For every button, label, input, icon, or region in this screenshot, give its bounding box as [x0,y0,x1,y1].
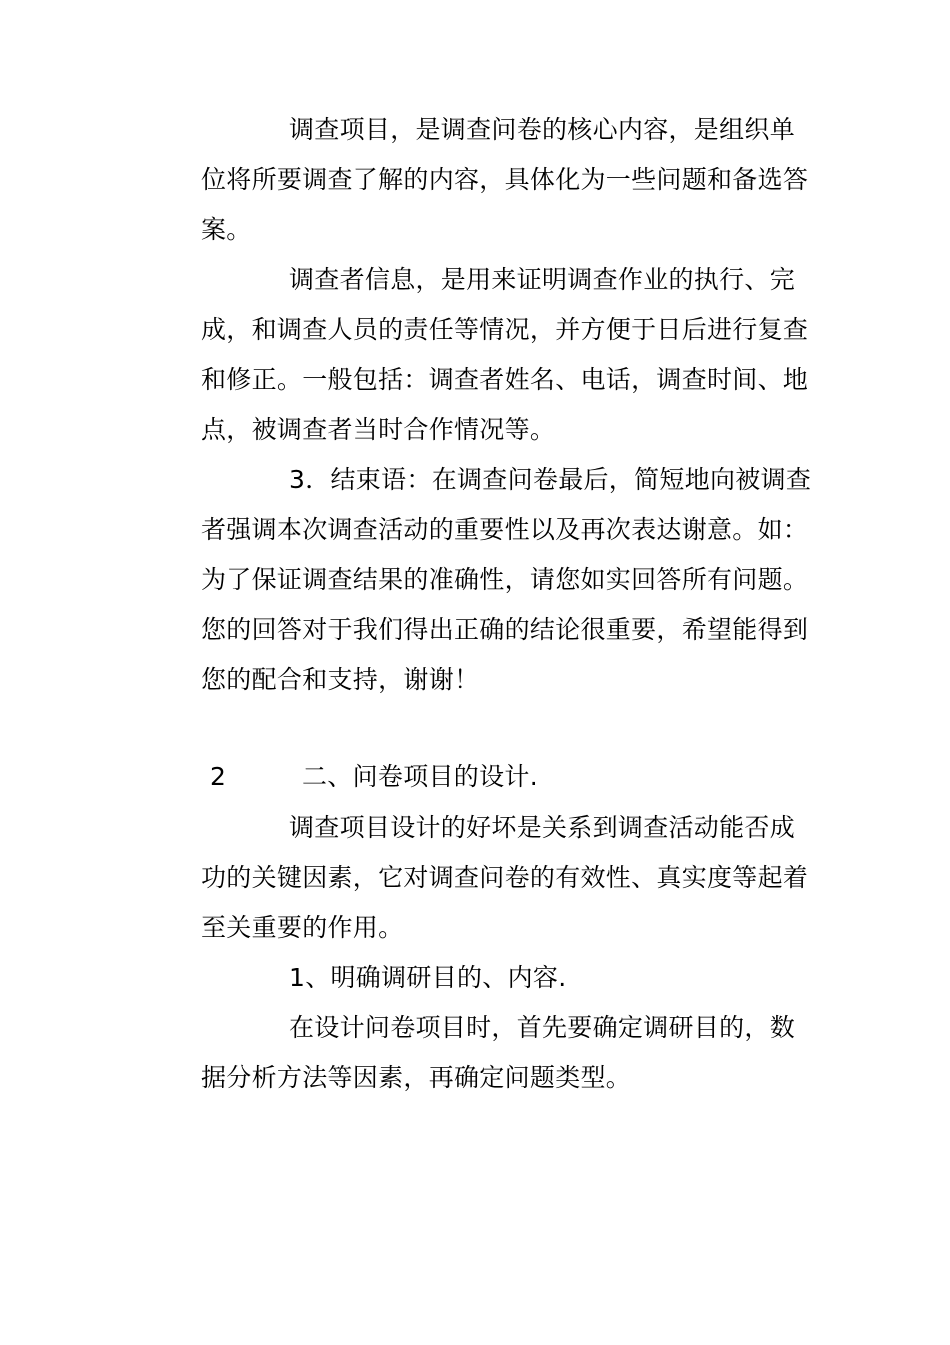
para-closing-line-5: 您的配合和支持，谢谢！ [201,665,480,694]
para-items-line-2: 位将所要调查了解的内容，具体化为一些问题和备选答 [201,165,809,194]
subheading: 1、明确调研目的、内容. [289,963,567,992]
para-design-line-2: 功的关键因素，它对调查问卷的有效性、真实度等起着 [201,863,809,892]
para-purpose-line-1: 在设计问卷项目时，首先要确定调研目的，数 [289,1013,796,1042]
para-investigator-line-1: 调查者信息，是用来证明调查作业的执行、完 [289,265,796,294]
section-number: 2 [210,762,227,791]
para-closing-line-4: 您的回答对于我们得出正确的结论很重要，希望能得到 [201,615,809,644]
para-design-line-3: 至关重要的作用。 [201,913,404,942]
para-items-line-1: 调查项目，是调查问卷的核心内容，是组织单 [289,115,796,144]
para-investigator-line-3: 和修正。一般包括：调查者姓名、电话，调查时间、地 [201,365,809,394]
para-closing-line-3: 为了保证调查结果的准确性，请您如实回答所有问题。 [201,565,809,594]
para-closing-line-1: 3．结束语：在调查问卷最后，简短地向被调查 [289,465,812,494]
para-investigator-line-4: 点，被调查者当时合作情况等。 [201,415,556,444]
para-items-line-3: 案。 [201,215,252,244]
para-closing-line-2: 者强调本次调查活动的重要性以及再次表达谢意。如： [201,515,809,544]
para-design-line-1: 调查项目设计的好坏是关系到调查活动能否成 [289,813,796,842]
para-investigator-line-2: 成，和调查人员的责任等情况，并方便于日后进行复查 [201,315,809,344]
section-heading: 二、问卷项目的设计. [302,762,538,791]
para-purpose-line-2: 据分析方法等因素，再确定问题类型。 [201,1063,632,1092]
